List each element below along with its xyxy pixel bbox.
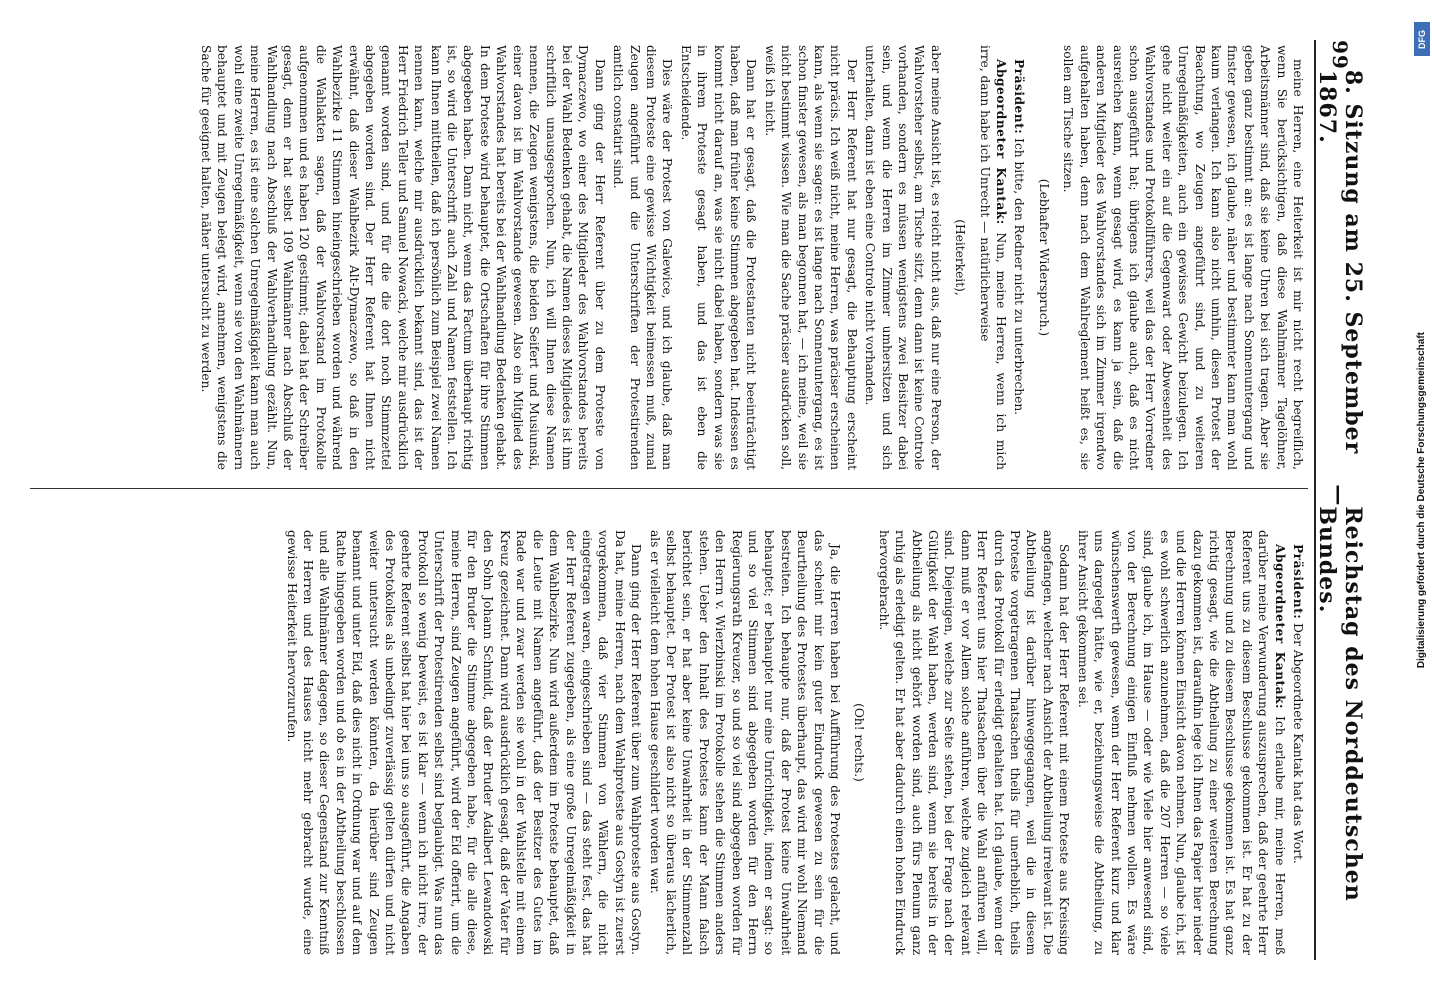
speech-text: Dann hat er gesagt, daß die Protestanten nicht beeinträchtigt haben, daß man früher keine Stimmen abgegeben hat. Indessen es kommt nicht darauf an, was sie nicht dabei haben, sondern was sie in ihrem Proteste gesagt haben, und das ist eben die Entscheidende. [678, 45, 759, 470]
paragraph [1060, 45, 1306, 470]
paragraph [862, 45, 944, 470]
speaker-name: Abgeordneter Kantak: [1272, 544, 1287, 710]
column-right-text [20, 530, 1306, 955]
speech-text: Ich erlaube mir, meine Herren, meß darüber meine Verwunderung auszusprechen, daß der geehrte Herr Referent uns zu diesem Beschlusse gekommen ist. Er hat zu der Berechnung und zu diesem Beschlusse gekommen ist. Es hat ganz richtig gesagt, wie die Abtheilung zu einer weiteren Berechnung dazu gekommen ist, daraufhin lege ich Ihnen das Papier hier nieder und die Herren können Einsicht davon nehmen. Nun, glaube ich, ist es wohl schwerlich anzunehmen, daß die 207 Herren — so viele sind, glaube ich, im Hause — oder wie Viele hier anwesend sind, von der Berechnung einigen Einfluß nehmen wollen. Es wäre wünschenswerth gewesen, wenn der Herr Referent kurz und klar uns dargelegt hätte, wie er, beziehungsweise die Abtheilung, zu ihrer Ansicht gekommen sei. [1075, 530, 1287, 955]
speech-text: Ja, die Herren haben bei Aufführung des Protestes gelacht, und das scheint mir kein guter Eindruck gewesen zu sein für die Beurtheilung des Protestes überhaupt, das wird mir wohl Niemand bestreiten. Ich behaupte nur, daß der Protest keine Unwahrheit behauptet; er behauptet nur eine Unrichtigkeit, indem er sagt: so und so viel Stimmen sind abgegeben worden für den Herrn Regierungsrath Kreuzer, so und so viel sind abgegeben worden für den Herrn v. Wierzbinski im Protokolle stehen die Stimmen anders stehen. Ueber den Inhalt des Protestes kann der Mann falsch berichtet sein, er hat aber keine Unwahrheit in der Stimmenzahl selbst behauptet. Der Protest ist also nicht so überaus lächerlich, als er vielleicht dem hohen Hause geschildert worden war. [647, 530, 843, 955]
speech-text: Der Abgeordnete Kantak hat das Wort. [1291, 619, 1305, 864]
paragraph [761, 45, 859, 470]
column-divider [30, 488, 1308, 489]
paragraph [1074, 530, 1287, 955]
speech-text: Dies wäre der Protest von Galewice, und ich glaube, daß man diesem Proteste eine gewisse Wichtigkeit beimessen muß, zumal Zeugen angeführt und die Unterschriften der Protestirenden amtlich constatirt sind. [611, 45, 675, 470]
page-header [1314, 40, 1366, 960]
speech-text: meine Herren, eine Heiterkeit ist mir nicht recht begreiflich, wenn Sie berücksichtigen, daß diese Wahlmänner Tagelöhner, Arbeitsmänner sind, daß sie keine Uhren bei sich tragen. Aber sie geben ganz bestimmt an: es ist lange nach Sonnenuntergang und finster gewesen, ich glaube, näher und bestimmter kann man wohl kaum verlangen. Ich kann also nicht umhin, diesen Protest der Beachtung, wo Zeugen angeführt sind, und zu weiteren Unregelmäßigkeiten, auch ein gewisses Gewicht beizulegen. Ich gehe nicht weiter ein auf die Gegenwart oder Abwesenheit des Wahlvorstandes und Protokollführers, weil das der Herr Vorredner schon ausgeführt hat; übrigens ich glaube auch, daß es nicht ausreichen kann, wenn gesagt wird, es kann ja sein, daß die anderen Mitglieder des Wahlvorstandes sich im Zimmer irgendwo aufgehalten haben, denn nach dem Wahlreglement heißt es, sie sollen am Tische sitzen. [1061, 45, 1305, 470]
column-left-text [20, 45, 1306, 470]
header-rule [1314, 40, 1316, 960]
speaker-name: Präsident: [1291, 544, 1305, 620]
speech-text: Dann ging der Herr Referent über zum Wahlproteste aus Gostyn. Da hat, meine Herren, nach dem Wahlproteste aus Gostyn ist zuerst vorgekommen, daß vier Stimmen von Wählern, die nicht eingetragen waren, eingeschrieben sind — das steht fest, das hat der Herr Referent zugegeben, als eine große Unregelmäßigkeit in dem Wahlbezirke. Nun wird außerdem im Proteste behauptet, daß die Leute mit Namen angeführt, daß der Besitzer des Gutes im Rade war und zwar werden sie wohl in der Wahlstelle mit einem Kreuz gezeichnet. Dann wird ausdrücklich gesagt, daß der Vater für den Sohn Johann Schmidt, daß der Bruder Adalbert Lewandowski für den Bruder die Stimme abgegeben habe, für die alle diese, meine Herren, sind Zeugen angeführt, wird der Eid offerirt, um die Unterschrift der Protestirenden selbst sind beglaubigt. Was nun das Protokoll so wenig beweist, es ist klar — wenn ich nicht irre, der geehrte Referent selbst hat hier bei uns so ausgeführt, die Angaben des Protokolles als unbedingt zuverlässig gelten dürfen und nicht weiter untersucht werden könnten, da hierüber sind Zeugen benannt und unter Eid, daß dies nicht in Ordnung war und auf dem Rathe hingegeben worden und ob es in der Abtheilung beschlossen und alle Wahlmänner dagegen, so dieser Gegenstand zur Kenntniß der Herren und des Hauses nicht mehr gebracht wurde, eine gewisse Heiterkeit hervorzurufen. [284, 530, 644, 955]
digitization-attribution: Digitalisierung gefördert durch die Deutsche Forschungsgemeinschaft [1415, 331, 1427, 669]
paragraph [610, 45, 676, 470]
paragraph [1290, 530, 1306, 955]
paragraph [976, 45, 1009, 470]
session-title: 8. Sitzung am 25. September 1867. [1314, 69, 1366, 455]
stage-direction: (Lebhafter Widerspruch.) [1036, 178, 1051, 337]
speech-text: Nun, meine Herren, wenn ich mich irre, dann habe ich Unrecht — natürlicherweise [977, 45, 1009, 470]
page-number: 99 [1328, 40, 1352, 70]
paragraph [283, 530, 644, 955]
speaker-name: Abgeordneter Kantak: [994, 59, 1009, 225]
stage-direction: (Oh! rechts.) [852, 703, 867, 782]
paragraph [198, 45, 608, 470]
speech-text: Sodann hat der Herr Referent mit einem Proteste aus Kreissing angefangen, welcher nach Ansicht der Abtheilung irrelevant ist. Die Abtheilung ist darüber hinweggegangen, weil die in diesem Proteste vorgetragenen Thatsachen theils für unerheblich, theils durch das Protokoll für erledigt gehalten hat. Ich glaube, wenn der Herr Referent uns hier Thatsachen über die Wahl anführen will, dann muß er vor Allem solche anführen, welche zugleich relevant sind. Diejenigen, welche zur Seite stehen, bei der Frage nach der Gültigkeit der Wahl haben, werden sind, wenn sie bereits in der Abtheilung als nicht gehört worden sind, auch fürs Plenum ganz ruhig als erledigt gelten. Er hat aber dadurch einen hohen Eindruck hervorgebracht. [876, 530, 1072, 955]
dfg-logo: DFG [1414, 22, 1430, 56]
speech-text: Ich bitte, den Redner nicht zu unterbrechen. [1012, 134, 1027, 416]
speech-text: Der Herr Referent hat nur gesagt, die Behauptung erscheint nicht präcis. Ich weiß nicht, meine Herren, was präciser erscheinen kann, als wenn sie sagen: es ist lange nach Sonnenuntergang, es ist schon finster gewesen, als man begonnen hat, — ich meine, weil sie nicht bestimmt wissen. Wie man die Sache präciser ausdrücken soll, weiß ich nicht. [762, 45, 859, 470]
speech-text: Dann ging der Herr Referent über zu dem Proteste von Dymaczewo, wo einer des Mitglieder des Wahlvorstandes bereits bei der Wahl Bedenken gehabt, die Namen dieses Mitgliedes ist ihm schriftlich unausgesprochen. Nun, ich will Ihnen diese Namen nennen, die Zeugen wenigstens, die beiden Seifert und Musiunski, einer davon ist im Wahlvorstande gewesen. Also ein Mitglied des Wahlvorstandes hat bereits bei der Wahlhandlung Bedenken gehabt. In dem Proteste wird behauptet, die Ortschaften für ihre Stimmen abgegeben haben. Dann nicht, wenn das Factum überhaupt richtig ist, so wird die Unterschrift auch Zahl und Namen feststellen. Ich kann Ihnen mittheilen, daß ich persönlich zum Beispiel zwei Namen nennen kann, welche mir ausdrücklich bekannt sind, das ist der Herr Friedrich Teller und Samuel Nowacki, welche mir ausdrücklich genannt worden sind, und für die die dort noch Stimmzettel abgegeben worden sind. Der Herr Referent hat Ihnen nicht erwähnt, daß dieser Wahlbezirk Alt-Dymaczewo, so daß in den Wahlbezirke 11 Stimmen hineingeschrieben worden und während die Wahlakten sagen, daß der Wahlvorstand im Protokolle aufgenommen und es haben 120 gestimmt; dabei hat der Schreiber gesagt, denn er hat selbst 109 Wahlmänner nach Abschluß der Wahlhandlung nach Abschluß der Wahlverhandlung gezählt. Nun, meine Herren, es ist eine solchen Unregelmäßigkeit kann man auch wohl eine zweite Unregelmäßigkeit, wenn sie von den Wahlmännern behauptet und mit Zeugen belegt wird, annehmen, wenigstens die Sache für geeignet halten, näher untersucht zu werden. [199, 45, 607, 470]
speech-text: aber meine Ansicht ist, es reicht nicht aus, daß nur eine Person, der Wahlvorsteher selbst, am Tische sitzt, denn dann ist keine Controle vorhanden, sondern es müssen wenigstens zwei Beisitzer dabei sein, und wenn die Herren im Zimmer umhersitzen und sich unterhalten, dann ist eben eine Controle nicht vorhanden. [863, 45, 943, 470]
speaker-name: Präsident: [1012, 59, 1027, 135]
paragraph [677, 45, 759, 470]
paragraph [646, 530, 843, 955]
paragraph [875, 530, 1072, 955]
reichstag-title: Reichstag des Norddeutschen Bundes. [1314, 506, 1366, 902]
paragraph [1011, 45, 1027, 470]
stage-direction: (Heiterkeit), [953, 219, 968, 296]
header-dash: — [1327, 484, 1353, 507]
